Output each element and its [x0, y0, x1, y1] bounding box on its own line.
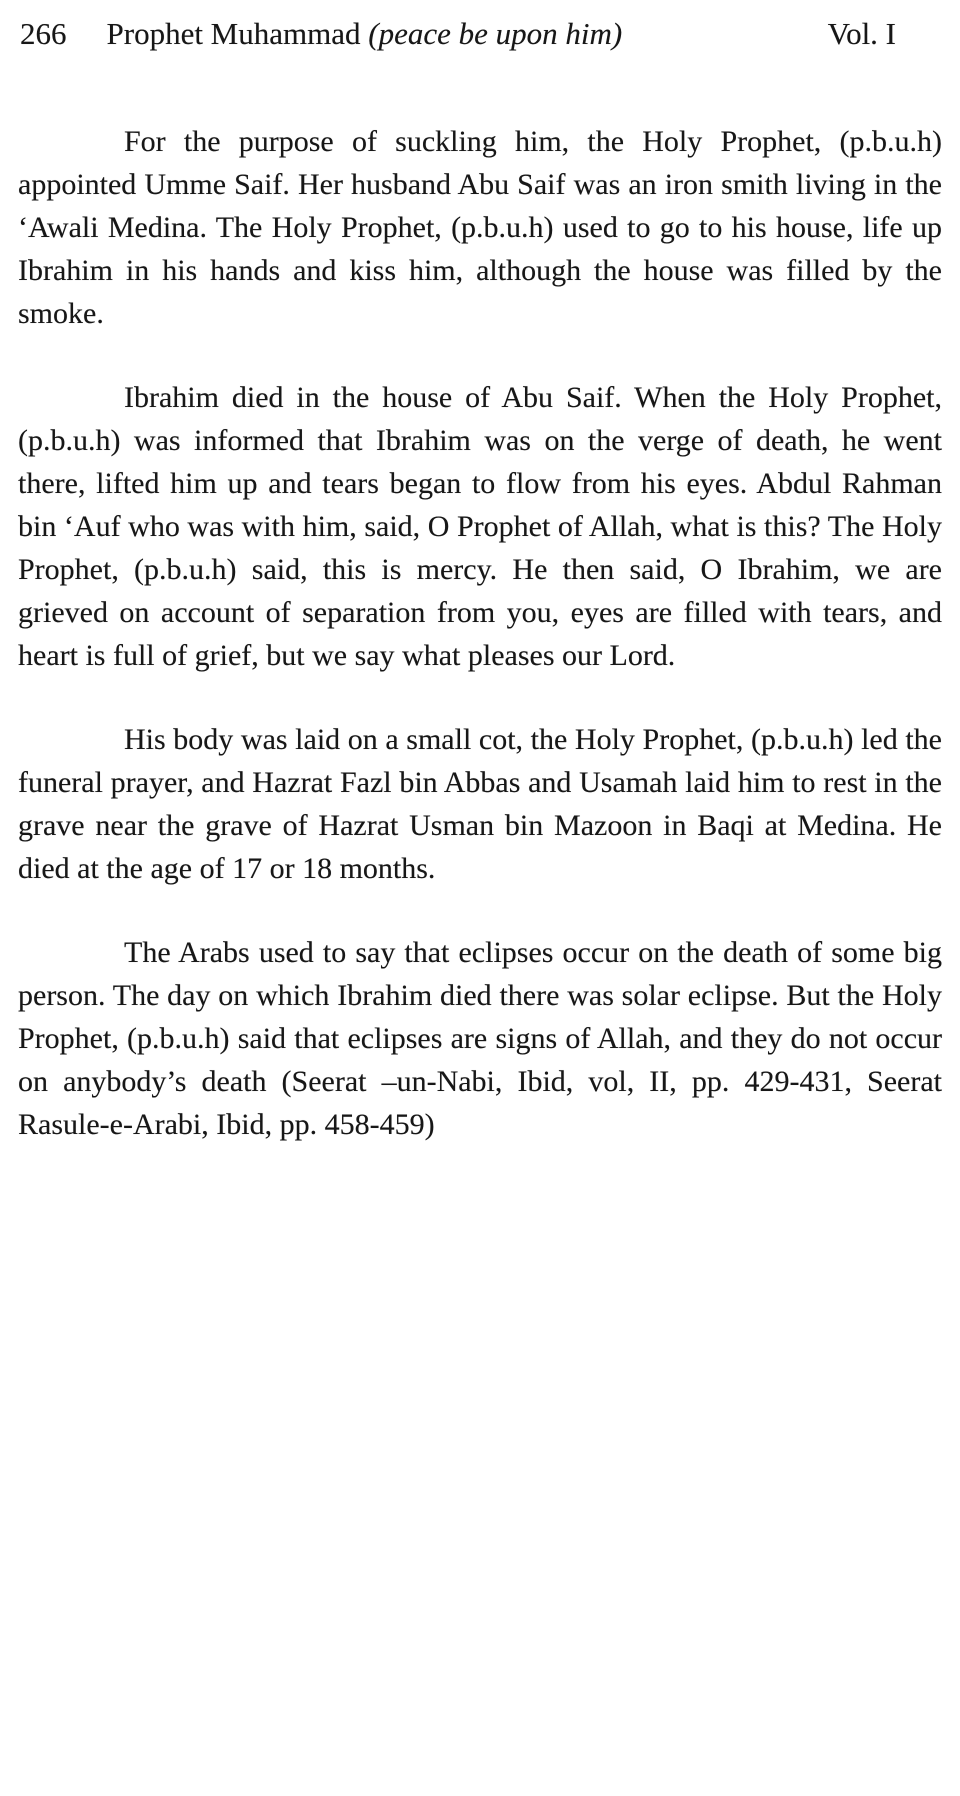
running-title-parenthetical: (peace be upon him) [368, 16, 623, 51]
page-body [0, 54, 960, 1146]
body-paragraph-2: Ibrahim died in the house of Abu Saif. When the Holy Prophet, (p.b.u.h) was informed that Ibrahim was on the verge of death, he went there, lifted him up and tears began to flow from his eyes. Abdul Rahman bin ‘Auf who was with him, said, O Prophet of Allah, what is this? The Holy Prophet, (p.b.u.h) said, this is mercy. He then said, O Ibrahim, we are grieved on account of separation from you, eyes are filled with tears, and heart is full of grief, but we say what pleases our Lord. [18, 381, 942, 672]
volume-label: Vol. I [827, 16, 896, 51]
body-paragraph-3: His body was laid on a small cot, the Holy Prophet, (p.b.u.h) led the funeral prayer, and Hazrat Fazl bin Abbas and Usamah laid him to rest in the grave near the grave of Hazrat Usman bin Mazoon in Baqi at Medina. He died at the age of 17 or 18 months. [18, 723, 942, 885]
running-title [107, 14, 623, 54]
page-header [0, 0, 960, 54]
page-number: 266 [20, 16, 67, 51]
body-paragraph-1: For the purpose of suckling him, the Holy Prophet, (p.b.u.h) appointed Umme Saif. Her husband Abu Saif was an iron smith living in the ‘Awali Medina. The Holy Prophet, (p.b.u.h) used to go to his house, life up Ibrahim in his hands and kiss him, although the house was filled by the smoke. [18, 125, 942, 330]
running-title-text: Prophet Muhammad [106, 16, 361, 51]
body-paragraph-4: The Arabs used to say that eclipses occur on the death of some big person. The day on which Ibrahim died there was solar eclipse. But the Holy Prophet, (p.b.u.h) said that eclipses are signs of Allah, and they do not occur on anybody’s death (Seerat –un-Nabi, Ibid, vol, II, pp. 429-431, Seerat Rasule-e-Arabi, Ibid, pp. 458-459) [18, 936, 942, 1141]
